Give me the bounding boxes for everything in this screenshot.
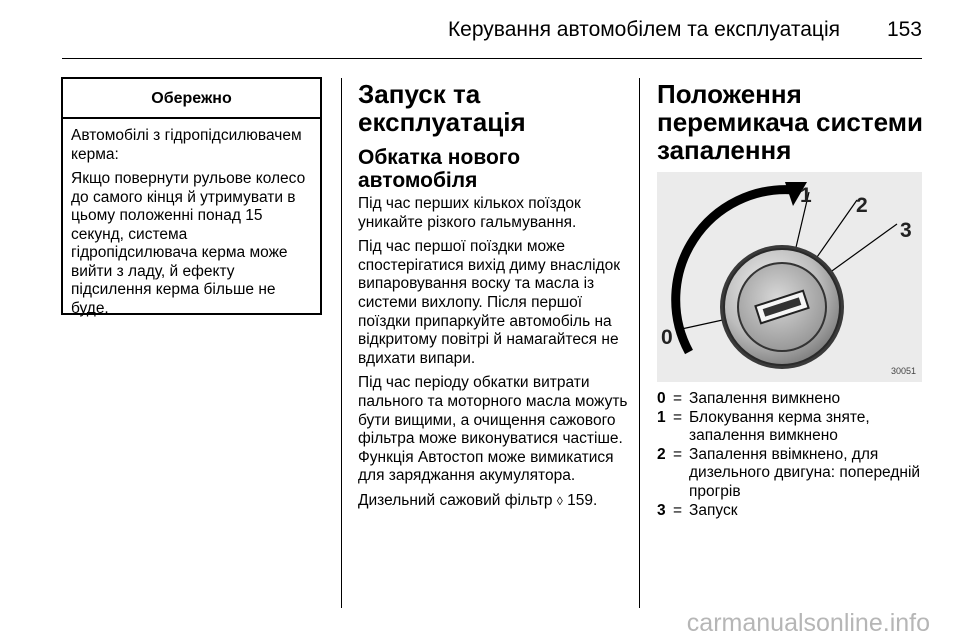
position-label: 3	[900, 219, 912, 242]
legend-key: 0	[657, 390, 666, 407]
ignition-legend	[657, 390, 927, 520]
caution-title: Обережно	[63, 79, 320, 119]
legend-key: 1	[657, 408, 666, 426]
legend-item	[657, 446, 927, 502]
ignition-switch-figure	[657, 172, 922, 382]
legend-text: Запуск	[689, 501, 738, 519]
running-header-title: Керування автомобілем та експлуатація	[447, 18, 840, 41]
caution-paragraph: Автомобілі з гідропідсилювачем керма:	[71, 127, 302, 163]
body-paragraph: Під час першої поїздки може спостерігатися вихід диму внаслідок випаровування воску та масла із системи вихлопу. Після першої поїздки припаркуйте автомобіль на відкритому повітрі й намагайтеся не вдихати випари.	[358, 238, 621, 367]
ignition-switch-illustration	[657, 172, 922, 382]
legend-equals: =	[673, 501, 683, 519]
position-label: 0	[661, 326, 673, 349]
body-paragraph: Під час перших кількох поїздок уникайте різкого гальмування.	[358, 195, 581, 231]
reference-text: Дизельний сажовий фільтр	[358, 491, 553, 509]
position-label: 2	[856, 194, 868, 217]
ignition-title: Положення перемикача системи запалення	[657, 79, 923, 165]
ignition-column	[657, 80, 927, 520]
body-paragraph: Під час періоду обкатки витрати пального та моторного масла можуть бути вищими, а очищення сажового фільтра може виконуватися частіше. Функція Автостоп може вимикатися для заряджання акумулятора.	[358, 374, 628, 485]
legend-item	[657, 409, 927, 446]
reference-page[interactable]: 159.	[567, 491, 598, 509]
position-label: 1	[800, 184, 812, 207]
caution-body	[63, 119, 320, 318]
legend-text: Запалення ввімкнено, для дизельного двигуна: попередній прогрів	[689, 445, 921, 500]
column-divider-left	[341, 78, 342, 608]
caution-paragraph: Якщо повернути рульове колесо до самого кінця й утримувати в цьому положенні понад 15 секунд, система гідропідсилювача керма може вийти з ладу, й ефекту підсилення керма більше не буде.	[71, 170, 306, 317]
legend-text: Запалення вимкнено	[689, 390, 841, 407]
legend-item	[657, 502, 927, 521]
figure-number: 30051	[890, 366, 916, 376]
legend-equals: =	[673, 445, 683, 463]
page-header	[0, 0, 960, 60]
page-number: 153	[886, 18, 922, 41]
legend-equals: =	[673, 390, 683, 407]
legend-equals: =	[673, 408, 683, 426]
header-rule	[62, 58, 922, 59]
reference-paragraph	[358, 492, 628, 511]
watermark: carmanualsonline.info	[686, 609, 930, 637]
reference-arrow-icon[interactable]: ◊	[556, 493, 563, 508]
section-title: Запуск та експлуатація	[358, 79, 526, 137]
column-divider-right	[639, 78, 640, 608]
caution-box	[61, 77, 322, 315]
legend-key: 2	[657, 445, 666, 463]
legend-text: Блокування керма зняте, запалення вимкнено	[689, 408, 870, 445]
legend-item	[657, 390, 927, 409]
section-column	[358, 80, 628, 517]
section-subtitle: Обкатка нового автомобіля	[358, 146, 521, 192]
legend-key: 3	[657, 501, 666, 519]
